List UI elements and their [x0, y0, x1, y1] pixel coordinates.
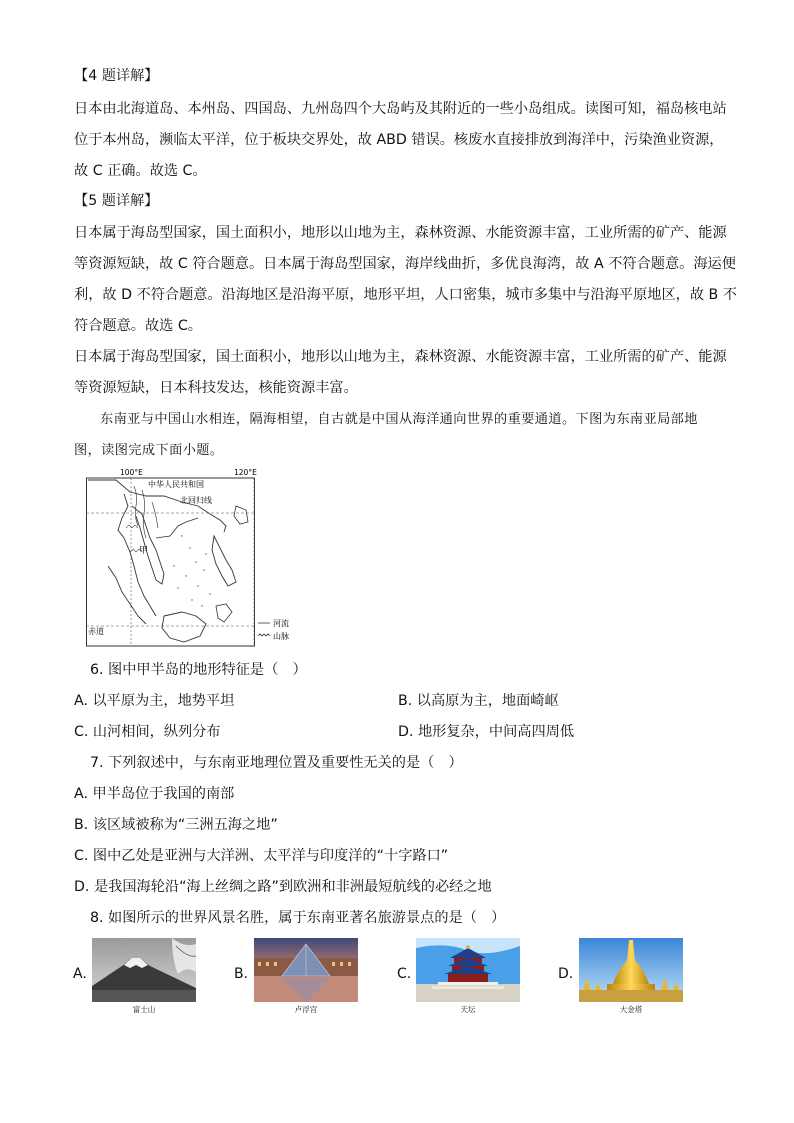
q6-stem: 6. 图中甲半岛的地形特征是（ ） [90, 662, 307, 678]
intro-line-2: 图，读图完成下面小题。 [74, 443, 224, 458]
q4-header: 【4 题详解】 [74, 68, 159, 84]
q5-line-5: 日本属于海岛型国家，国土面积小，地形以山地为主，森林资源、水能资源丰富，工业所需的矿产、能源 [74, 349, 727, 365]
q5-header: 【5 题详解】 [74, 193, 159, 209]
q6-option-d: D. 地形复杂，中间高四周低 [398, 724, 575, 740]
mount-fuji-photo [92, 938, 196, 1002]
q8-option-b-caption: 卢浮宫 [294, 1005, 318, 1014]
q6-option-c: C. 山河相间，纵列分布 [74, 724, 221, 740]
q7-option-a: A. 甲半岛位于我国的南部 [74, 786, 235, 802]
q8-stem: 8. 如图所示的世界风景名胜，属于东南亚著名旅游景点的是（ ） [90, 910, 506, 926]
q4-line-1: 日本由北海道岛、本州岛、四国岛、九州岛四个大岛屿及其附近的一些小岛组成。读图可知，福岛核电站 [74, 101, 727, 117]
q4-line-3: 故 C 正确。故选 C。 [74, 163, 207, 179]
q6-option-a: A. 以平原为主，地势平坦 [74, 693, 235, 709]
map-country-label: 中华人民共和国 [148, 480, 204, 489]
louvre-photo [254, 938, 358, 1002]
q7-option-c: C. 图中乙处是亚洲与大洋洲、太平洋与印度洋的“十字路口” [74, 848, 449, 864]
q8-option-c-letter: C. [397, 966, 412, 982]
q8-option-d-caption: 大金塔 [619, 1005, 643, 1014]
q5-line-6: 等资源短缺，日本科技发达，核能资源丰富。 [74, 380, 358, 396]
q6-option-b: B. 以高原为主，地面崎岖 [398, 693, 559, 709]
q8-option-a-caption: 富士山 [132, 1005, 156, 1014]
q5-line-3: 利，故 D 不符合题意。沿海地区是沿海平原，地形平坦，人口密集，城市多集中与沿海平原地区，故 B 不 [74, 287, 737, 303]
intro-line-1: 东南亚与中国山水相连，隔海相望，自古就是中国从海洋通向世界的重要通道。下图为东南亚局部地 [100, 412, 698, 427]
q5-line-2: 等资源短缺，故 C 符合题意。日本属于海岛型国家，海岸线曲折，多优良海湾，故 A 不符合题意。海运便 [74, 256, 736, 272]
shwedagon-pagoda-photo [579, 938, 683, 1002]
q8-option-a-letter: A. [73, 966, 87, 982]
q4-line-2: 位于本州岛，濒临太平洋，位于板块交界处，故 ABD 错误。核废水直接排放到海洋中，污染渔业资源， [74, 132, 724, 148]
legend-mountain-label: 山脉 [273, 632, 289, 641]
q7-option-d: D. 是我国海轮沿“海上丝绸之路”到欧洲和非洲最短航线的必经之地 [74, 879, 492, 895]
map-equator-label: 赤道 [88, 627, 104, 636]
mountain-legend-icon [258, 634, 270, 636]
lon-label-120: 120°E [234, 468, 257, 477]
q8-option-d-letter: D. [558, 966, 574, 982]
q5-line-4: 符合题意。故选 C。 [74, 318, 202, 334]
q7-option-b: B. 该区域被称为“三洲五海之地” [74, 817, 278, 833]
q8-option-b-letter: B. [234, 966, 249, 982]
southeast-asia-map [86, 466, 306, 648]
q5-line-1: 日本属于海岛型国家，国土面积小，地形以山地为主，森林资源、水能资源丰富，工业所需的矿产、能源 [74, 225, 727, 241]
map-tropic-label: 北回归线 [180, 496, 212, 505]
legend-river-label: 河流 [273, 619, 289, 628]
q7-stem: 7. 下列叙述中，与东南亚地理位置及重要性无关的是（ ） [90, 755, 463, 771]
map-peninsula-label: 甲 [139, 546, 149, 556]
temple-of-heaven-photo [416, 938, 520, 1002]
lon-label-100: 100°E [120, 468, 143, 477]
q8-option-c-caption: 天坛 [460, 1005, 476, 1014]
